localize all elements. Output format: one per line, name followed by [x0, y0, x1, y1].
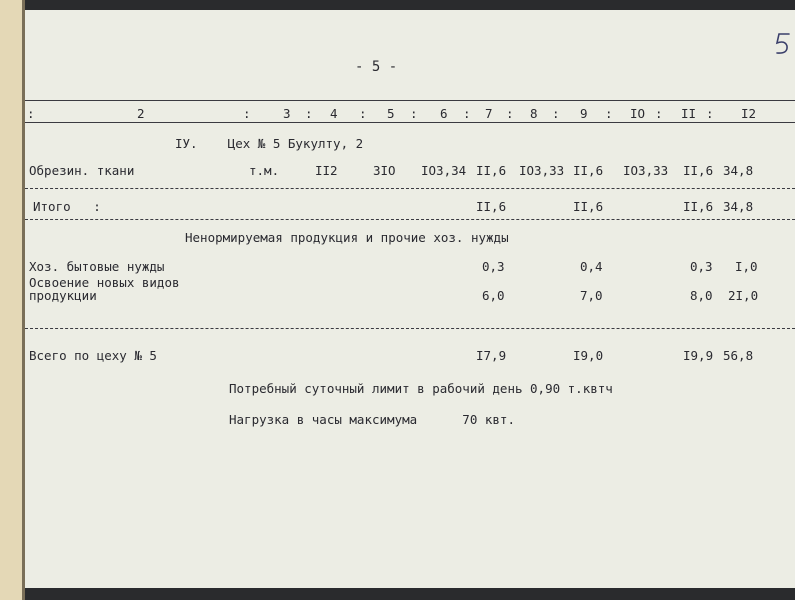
cell-col-5: 3IO	[373, 163, 396, 178]
header-col-11: II	[681, 106, 697, 121]
daily-limit-note: Потребный суточный лимит в рабочий день 0,90 т.квтч	[229, 381, 613, 396]
header-top-rule	[25, 100, 795, 101]
header-colon: :	[27, 106, 35, 121]
cell-col-12: I,0	[735, 259, 758, 274]
dashed-separator	[25, 219, 795, 220]
cell-col-7: 0,3	[482, 259, 505, 274]
row-name-line1: Освоение новых видов	[29, 275, 180, 290]
cell-col-11: I9,9	[683, 348, 714, 363]
cell-col-7: I7,9	[476, 348, 507, 363]
cell-col-11: 0,3	[690, 259, 713, 274]
cell-col-7: 6,0	[482, 288, 505, 303]
header-colon: :	[410, 106, 418, 121]
header-colon: :	[655, 106, 663, 121]
cell-col-12: 34,8	[723, 163, 754, 178]
cell-col-9: II,6	[573, 199, 604, 214]
header-colon: :	[463, 106, 471, 121]
cell-col-7: II,6	[476, 163, 507, 178]
header-col-5: 5	[387, 106, 395, 121]
header-colon: :	[243, 106, 251, 121]
header-col-7: 7	[485, 106, 493, 121]
row-name: Обрезин. ткани	[29, 163, 135, 178]
row-name: Хоз. бытовые нужды	[29, 259, 165, 274]
header-col-6: 6	[440, 106, 448, 121]
header-col-10: IO	[630, 106, 646, 121]
header-colon: :	[305, 106, 313, 121]
header-colon: :	[706, 106, 714, 121]
header-col-12: I2	[741, 106, 757, 121]
header-colon: :	[605, 106, 613, 121]
document-page	[25, 10, 795, 588]
section-title: IУ. Цех № 5 Букулту, 2	[175, 136, 364, 151]
cell-col-12: 56,8	[723, 348, 754, 363]
cell-col-9: I9,0	[573, 348, 604, 363]
header-colon: :	[359, 106, 367, 121]
dashed-separator	[25, 188, 795, 189]
cell-col-11: 8,0	[690, 288, 713, 303]
header-colon: :	[552, 106, 560, 121]
dashed-separator	[25, 328, 795, 329]
header-col-2: 2	[137, 106, 145, 121]
cell-col-9: 7,0	[580, 288, 603, 303]
facing-page-edge	[0, 0, 24, 600]
cell-col-8: IO3,33	[519, 163, 565, 178]
cell-unit: т.м.	[249, 163, 280, 178]
total-label: Всего по цеху № 5	[29, 348, 157, 363]
header-col-4: 4	[330, 106, 338, 121]
cell-col-6: IO3,34	[421, 163, 467, 178]
cell-col-7: II,6	[476, 199, 507, 214]
cell-col-9: II,6	[573, 163, 604, 178]
header-col-8: 8	[530, 106, 538, 121]
cell-col-10: IO3,33	[623, 163, 669, 178]
cell-col-4: II2	[315, 163, 338, 178]
itogo-label: Итого :	[33, 199, 101, 214]
cell-col-12: 34,8	[723, 199, 754, 214]
header-colon: :	[506, 106, 514, 121]
cell-col-12: 2I,0	[728, 288, 759, 303]
page-number: - 5 -	[355, 59, 398, 75]
row-name-line2: продукции	[29, 288, 97, 303]
header-bottom-rule	[25, 122, 795, 123]
header-col-3: 3	[283, 106, 291, 121]
handwritten-page-number	[767, 28, 795, 58]
peak-load-note: Нагрузка в часы максимума 70 квт.	[229, 412, 515, 427]
header-col-9: 9	[580, 106, 588, 121]
cell-col-11: II,6	[683, 199, 714, 214]
cell-col-11: II,6	[683, 163, 714, 178]
cell-col-9: 0,4	[580, 259, 603, 274]
non-norm-section-title: Ненормируемая продукция и прочие хоз. нужды	[185, 230, 509, 245]
